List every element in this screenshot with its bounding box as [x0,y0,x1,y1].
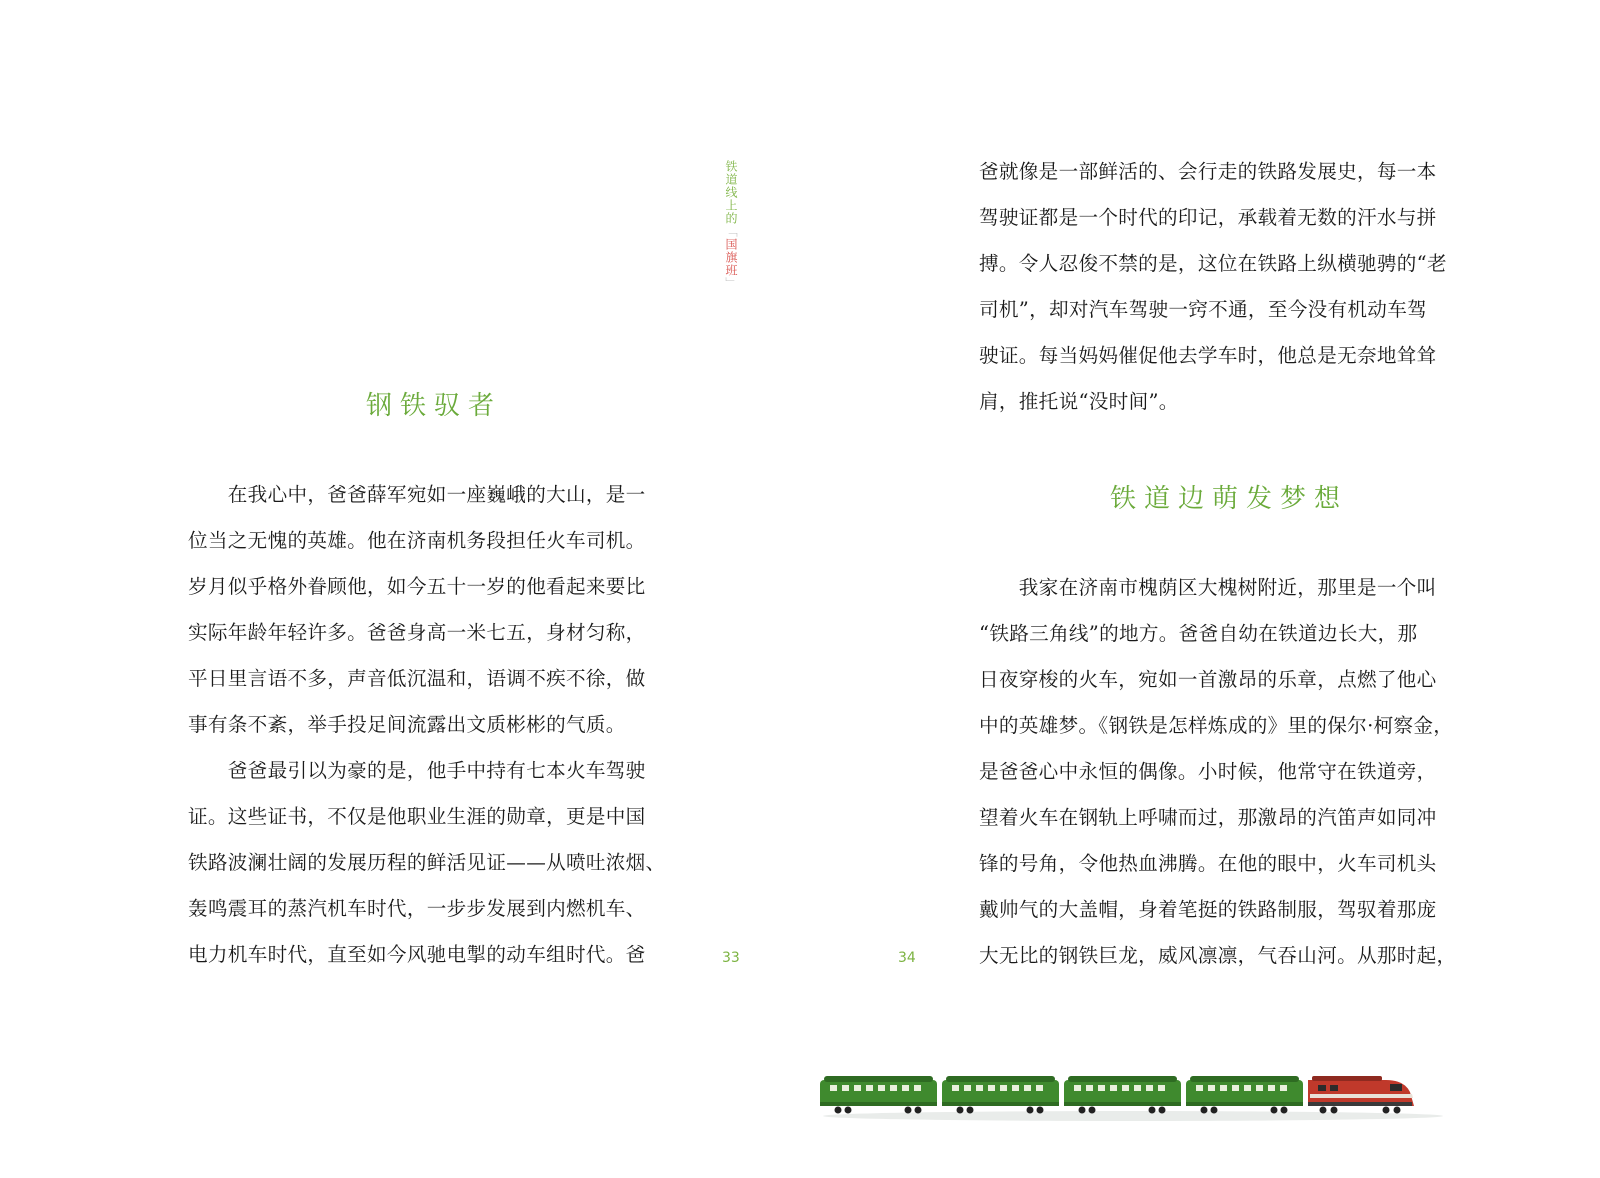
text-line: 电力机车时代，直至如今风驰电掣的动车组时代。爸 [188,943,646,966]
text-line: 望着火车在钢轨上呼啸而过，那激昂的汽笛声如同冲 [979,806,1437,829]
locomotive [1308,1076,1414,1114]
left-body-text [188,472,666,978]
section-title-right: 铁道边萌发梦想 [1110,484,1349,514]
section-title-left: 钢铁驭者 [366,391,503,421]
text-line: 证。这些证书，不仅是他职业生涯的勋章，更是中国 [188,805,646,828]
text-line: “铁路三角线”的地方。爸爸自幼在铁道边长大，那 [979,622,1418,645]
running-head-highlight: 国旗班 [724,238,738,277]
text-line: 平日里言语不多，声音低沉温和，语调不疾不徐，做 [188,667,646,690]
text-line: 司机”，却对汽车驾驶一窍不通，至今没有机动车驾 [979,298,1427,321]
text-line: 驶证。每当妈妈催促他去学车时，他总是无奈地耸耸 [979,344,1437,367]
text-line: 日夜穿梭的火车，宛如一首激昂的乐章，点燃了他心 [979,668,1437,691]
text-line: 锋的号角，令他热血沸腾。在他的眼中，火车司机头 [979,852,1437,875]
text-line: 搏。令人忍俊不禁的是，这位在铁路上纵横驰骋的“老 [979,252,1447,275]
passenger-car [1064,1076,1181,1114]
text-line: 事有条不紊，举手投足间流露出文质彬彬的气质。 [188,713,626,736]
text-line: 肩，推托说“没时间”。 [979,390,1179,413]
passenger-car [1186,1076,1303,1114]
passenger-car [942,1076,1059,1114]
text-line: 驾驶证都是一个时代的印记，承载着无数的汗水与拼 [979,206,1437,229]
text-line: 中的英雄梦。《钢铁是怎样炼成的》里的保尔·柯察金， [979,714,1454,737]
passenger-car [820,1076,937,1114]
running-head-close-bracket: 」 [724,277,738,290]
running-head [721,160,739,290]
right-bottom-body-text [979,565,1457,979]
text-line: 我家在济南市槐荫区大槐树附近，那里是一个叫 [979,576,1437,599]
text-line: 爸就像是一部鲜活的、会行走的铁路发展史，每一本 [979,160,1437,183]
text-line: 大无比的钢铁巨龙，威风凛凛，气吞山河。从那时起， [979,944,1457,967]
train-illustration [818,1058,1448,1138]
text-line: 实际年龄年轻许多。爸爸身高一米七五，身材匀称， [188,621,646,644]
text-line: 在我心中，爸爸薛军宛如一座巍峨的大山，是一 [188,483,646,506]
page-number-left: 33 [722,950,740,966]
text-line: 位当之无愧的英雄。他在济南机务段担任火车司机。 [188,529,646,552]
running-head-book-title: 铁道线上的 [724,160,738,225]
text-line: 岁月似乎格外眷顾他，如今五十一岁的他看起来要比 [188,575,646,598]
running-head-open-bracket: 「 [724,225,738,238]
text-line: 轰鸣震耳的蒸汽机车时代，一步步发展到内燃机车、 [188,897,646,920]
text-line: 是爸爸心中永恒的偶像。小时候，他常守在铁道旁， [979,760,1437,783]
right-top-body-text [979,149,1449,425]
page-number-right: 34 [898,950,916,966]
text-line: 爸爸最引以为豪的是，他手中持有七本火车驾驶 [188,759,646,782]
text-line: 铁路波澜壮阔的发展历程的鲜活见证——从喷吐浓烟、 [188,851,666,874]
text-line: 戴帅气的大盖帽，身着笔挺的铁路制服，驾驭着那庞 [979,898,1437,921]
